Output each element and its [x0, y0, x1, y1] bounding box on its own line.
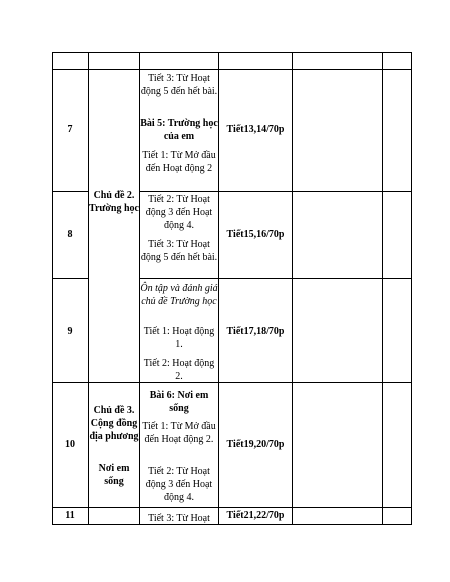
table-border [52, 524, 412, 525]
table-border [411, 52, 412, 525]
lesson-text: Tiết 2: Hoạt động 2. [143, 358, 215, 382]
table-border [292, 52, 293, 525]
table-border [52, 507, 412, 508]
row-number: 7 [67, 124, 73, 135]
period-count: Tiết15,16/70p [226, 229, 285, 240]
topic-subtitle: Nơi em sống [98, 463, 130, 487]
table-border [382, 52, 383, 525]
table-border [88, 52, 89, 525]
table-border [52, 52, 412, 53]
lesson-title: Bài 6: Nơi em sống [149, 390, 209, 414]
table-border [139, 191, 412, 192]
period-count: Tiết19,20/70p [226, 439, 285, 450]
lesson-text: Tiết 1: Từ Mở đầu đến Hoạt động 2. [142, 421, 216, 445]
table-border [52, 278, 88, 279]
schedule-table [52, 52, 412, 525]
table-border [52, 382, 412, 383]
row-number: 9 [67, 326, 73, 337]
period-count: Tiết13,14/70p [226, 124, 285, 135]
lesson-text: Tiết 1: Từ Mở đầu đến Hoạt động 2 [142, 150, 216, 174]
lesson-text: Tiết 1: Hoạt động 1. [143, 326, 215, 350]
row-number: 11 [65, 510, 75, 521]
lesson-title: Bài 5: Trường học của em [140, 118, 218, 142]
table-border [52, 191, 88, 192]
table-border [139, 278, 412, 279]
period-count: Tiết17,18/70p [226, 326, 285, 337]
lesson-text: Tiết 3: Từ Hoạt động 5 đến hết bài. [140, 239, 218, 263]
period-count: Tiết21,22/70p [226, 510, 285, 521]
topic-title: Chủ đề 3. Cộng đồng địa phương [89, 405, 139, 442]
row-number: 8 [67, 229, 73, 240]
lesson-text: Tiết 2: Từ Hoạt động 3 đến Hoạt động 4. [145, 194, 213, 231]
topic-title: Chủ đề 2. Trường học [89, 190, 139, 214]
row-number: 10 [65, 439, 75, 450]
lesson-text: Tiết 2: Từ Hoạt động 3 đến Hoạt động 4. [145, 466, 213, 503]
lesson-text: Tiết 3: Từ Hoạt [148, 513, 210, 524]
table-border [52, 69, 412, 70]
lesson-review: Ôn tập và đánh giá chủ đề Trường học [140, 283, 218, 307]
lesson-text: Tiết 3: Từ Hoạt động 5 đến hết bài. [140, 73, 218, 97]
